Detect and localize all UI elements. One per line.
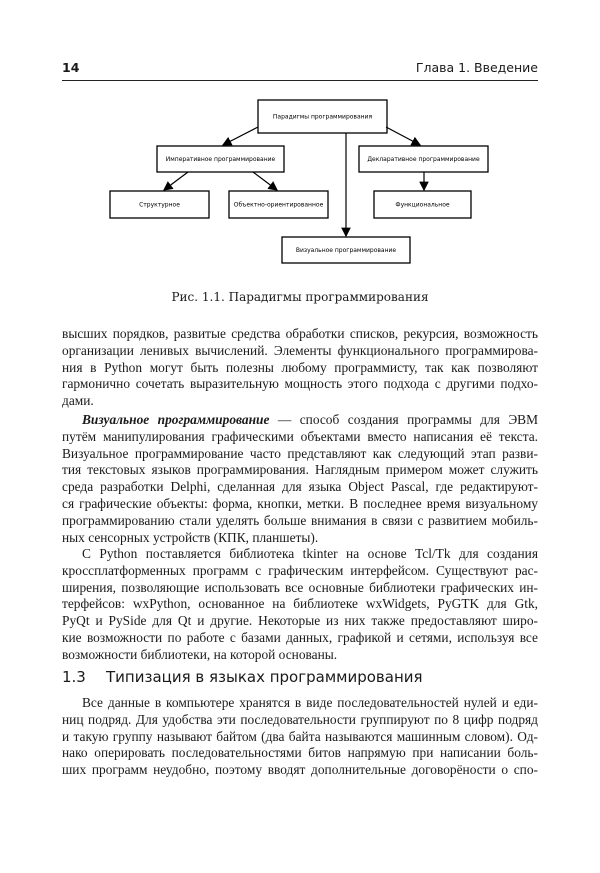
text-line: Визуальное программирование часто представляют как следующий этап разви- <box>62 445 538 461</box>
text-line: высших порядков, развитые средства обработки списков, рекурсия, возможность <box>62 326 538 341</box>
section-number: 1.3 <box>62 668 86 686</box>
node-structural-label: Структурное <box>139 201 180 209</box>
node-functional-label: Функциональное <box>395 201 450 209</box>
text-line: ших программ неудобно, поэтому вводят дополнительные договорёности о спо- <box>62 762 538 778</box>
text-line: ширения, позволяющие использовать все основные библиотеки графических ин- <box>62 579 538 595</box>
text-line: ся графические объекты: форма, кнопки, метки. В последнее время визуальному <box>62 495 538 511</box>
edge <box>164 172 188 190</box>
figure-caption: Рис. 1.1. Парадигмы программирования <box>171 290 429 304</box>
paragraph-functional <box>62 326 538 410</box>
node-root-label: Парадигмы программирования <box>272 113 373 121</box>
paragraph-typing <box>62 695 538 779</box>
text-line: нако оперировать последовательностями битов напрямую при написании боль- <box>62 745 538 761</box>
section-heading <box>62 668 423 686</box>
text-line: Все данные в компьютере хранятся в виде последовательностей нулей и еди- <box>82 695 538 710</box>
text-line: ния в Python могут быть полезны любому программисту, так как позволяют <box>62 359 538 375</box>
text-line: гармонично сочетать выразительную мощность этого подхода с другими подхо- <box>62 376 538 392</box>
term-visual-programming: Визуальное программирование <box>82 412 270 427</box>
text-line: среда разработки Delphi, сделанная для языка Object Pascal, где редактируют- <box>62 479 538 495</box>
page-number: 14 <box>62 60 80 75</box>
text-line: ниц подряд. Для удобства эти последовательности группируют по 8 цифр подряд <box>62 711 538 727</box>
text-line: дами. <box>62 393 94 409</box>
text-line: PyQt и PySide для Qt и другие. Некоторые из них также предоставляют широ- <box>62 613 538 629</box>
text-line: ных сенсорных устройств (КПК, планшеты). <box>62 529 319 545</box>
edge <box>223 127 258 145</box>
text-fragment: — способ создания программы для ЭВМ <box>269 412 538 427</box>
edge <box>386 127 420 145</box>
text-line: программированию стали уделять больше внимания в связи с развитием мобиль- <box>62 512 538 528</box>
node-visual-label: Визуальное программирование <box>295 247 397 254</box>
text-line: и такую группу называют байтом (два байта называются машинным словом). Од- <box>62 728 538 744</box>
paragraph-gui-libraries <box>62 546 538 664</box>
text-line: С Python поставляется библиотека tkinter на основе Tcl/Tk для создания <box>82 546 538 561</box>
text-line: возможности библиотеки, на которой основаны. <box>62 646 338 662</box>
paradigms-diagram <box>0 0 600 280</box>
text-line: кие возможности по работе с базами данных, графикой и сетями, используя все <box>62 629 538 645</box>
section-title: Типизация в языках программирования <box>106 668 423 686</box>
text-line <box>62 412 538 429</box>
text-line: терфейсов: wxPython, основанное на библиотеке wxWidgets, PyGTK для Gtk, <box>62 596 538 612</box>
running-header: Глава 1. Введение <box>415 60 538 75</box>
text-line: тия текстовых языков программирования. Наглядным примером может служить <box>62 462 538 478</box>
paragraph-visual <box>62 412 538 546</box>
node-imperative-label: Императивное программирование <box>165 156 276 163</box>
node-declarative-label: Декларативное программирование <box>367 156 480 163</box>
text-line: кроссплатформенных программ с графическим интерфейсом. Существуют рас- <box>62 562 538 578</box>
text-line: организации ленивых вычислений. Элементы функционального программирова- <box>62 342 538 358</box>
edge <box>253 172 277 190</box>
node-oop-label: Объектно-ориентированное <box>233 201 324 209</box>
text-line: путём манипулирования графическими объектами вместо написания её текста. <box>62 428 538 444</box>
